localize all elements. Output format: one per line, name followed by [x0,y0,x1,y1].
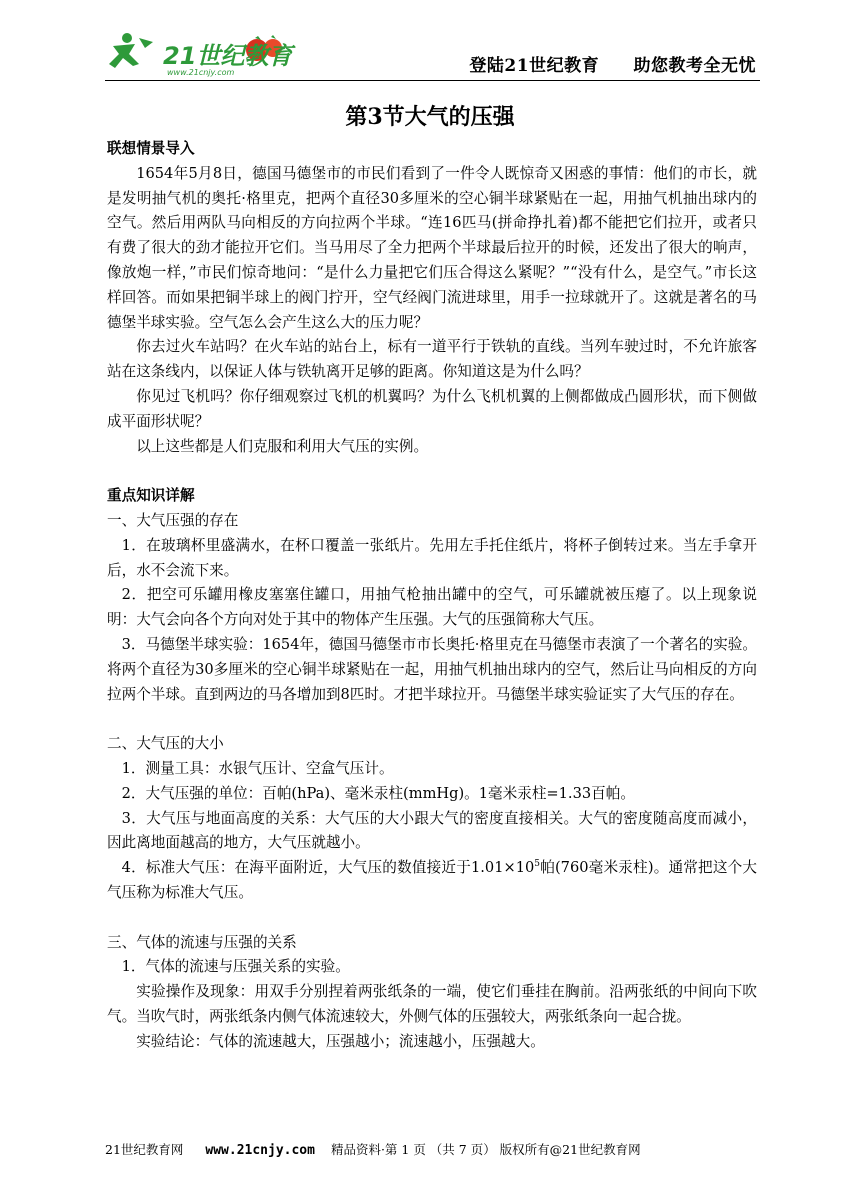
page-header [105,28,760,81]
section-1-item-2: 2．把空可乐罐用橡皮塞塞住罐口，用抽气枪抽出罐中的空气，可乐罐就被压瘪了。以上现象说明：大气会向各个方向对处于其中的物体产生压强。大气的压强简称大气压。 [107,586,757,629]
intro-heading: 联想情景导入 [107,140,195,157]
section-2-item-1: 1．测量工具：水银气压计、空盒气压计。 [121,759,394,777]
footer-site: 21世纪教育网 [105,1142,184,1157]
section-3-operation: 实验操作及现象：用双手分别捏着两张纸条的一端，使它们垂挂在胸前。沿两张纸的中间向下吹气。当吹气时，两张纸条内侧气体流速较大，外侧气体的压强较大，两张纸条向一起合拢。 [107,983,757,1025]
section-2-heading: 二、大气压的大小 [107,735,224,753]
section-1-item-3: 3．马德堡半球实验：1654年，德国马德堡市市长奥托·格里克在马德堡市表演了一个著名的实验。将两个直径为30多厘米的空心铜半球紧贴在一起，用抽气机抽出球内的空气，然后让马向相反的方向拉两个半球。直到两边的马各增加到8匹时。才把半球拉开。马德堡半球实验证实了大气压的存在。 [107,635,757,703]
footer-info: 精品资料·第 1 页 （共 7 页） 版权所有@21世纪教育网 [330,1142,641,1157]
page-title: 第3节大气的压强 [345,104,515,130]
section-3-conclusion: 实验结论：气体的流速越大，压强越小；流速越小，压强越大。 [136,1032,545,1050]
intro-paragraph-1: 1654年5月8日，德国马德堡市的市民们看到了一件令人既惊奇又困惑的事情：他们的市长，就是发明抽气机的奥托·格里克，把两个直径30多厘米的空心铜半球紧贴在一起，用抽气机抽出球内的空气。然后用两队马向相反的方向拉两个半球。“连16匹马(拼命挣扎着)都不能把它们拉开，或者只有费了很大的劲才能拉开它们。当马用尽了全力把两个半球最后拉开的时候，还发出了很大的响声，像放炮一样，”市民们惊奇地问：“是什么力量把它们压合得这么紧呢？”“没有什么，是空气。”市长这样回答。而如果把铜半球上的阀门拧开，空气经阀门流进球里，用手一拉球就开了。这就是著名的马德堡半球实验。空气怎么会产生这么大的压力呢？ [107,164,757,331]
slogan-help: 助您教考全无忧 [633,56,756,76]
page-footer [105,1140,765,1158]
logo-text: 21世纪教育 [163,42,293,70]
section-1-item-1: 1．在玻璃杯里盛满水，在杯口覆盖一张纸片。先用左手托住纸片，将杯子倒转过来。当左手拿开后，水不会流下来。 [107,536,757,579]
logo-url: www.21cnjy.com [167,68,235,77]
section-1-heading: 一、大气压强的存在 [107,511,239,529]
site-logo [105,28,305,78]
intro-paragraph-4: 以上这些都是人们克服和利用大气压的实例。 [136,437,429,455]
document-body [107,137,757,1054]
intro-paragraph-3: 你见过飞机吗？你仔细观察过飞机的机翼吗？为什么飞机机翼的上侧都做成凸圆形状，而下侧做成平面形状呢？ [107,387,757,430]
intro-paragraph-2: 你去过火车站吗？在火车站的站台上，标有一道平行于铁轨的直线。当列车驶过时，不允许旅客站在这条线内，以保证人体与铁轨离开足够的距离。你知道这是为什么吗？ [107,338,757,381]
header-slogan [441,51,756,76]
section-2-item-2: 2．大气压强的单位：百帕(hPa)、毫米汞柱(mmHg)。1毫米汞柱=1.33百帕。 [121,784,635,802]
section-2-item-4: 4．标准大气压：在海平面附近，大气压的数值接近于$1.01\times 10^5$帕(760毫米汞柱)。通常把这个大气压称为标准大气压。 [107,859,757,901]
footer-url[interactable]: www.21cnjy.com [205,1143,315,1158]
section-2-item-3: 3．大气压与地面高度的关系：大气压的大小跟大气的密度直接相关。大气的密度随高度而减小，因此离地面越高的地方，大气压就越小。 [107,809,757,852]
section-3-item-1: 1．气体的流速与压强关系的实验。 [121,958,350,976]
section-3-heading: 三、气体的流速与压强的关系 [107,933,297,951]
key-knowledge-heading: 重点知识详解 [107,487,195,505]
slogan-login: 登陆21世纪教育 [469,56,600,76]
